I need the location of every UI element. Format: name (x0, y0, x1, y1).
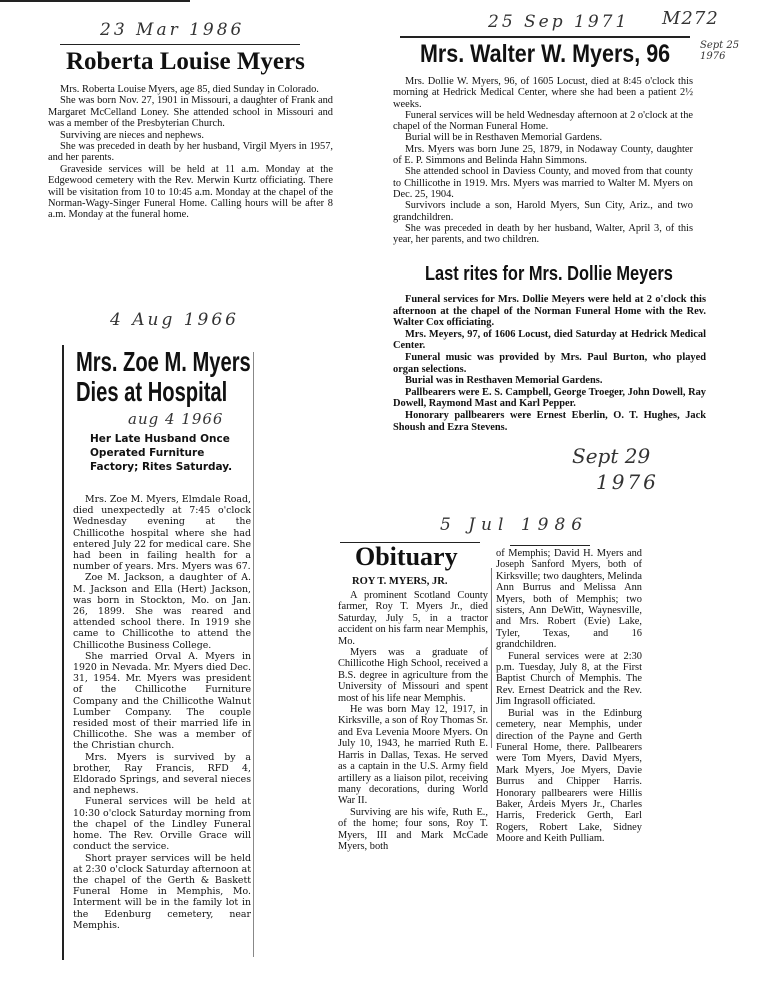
paragraph: Honorary pallbearers were Ernest Eberlin, O. T. Hughes, Jack Shoush and Ezra Stevens. (393, 409, 706, 433)
paragraph: Funeral music was provided by Mrs. Paul Burton, who played organ selections. (393, 351, 706, 375)
paragraph: Survivors include a son, Harold Myers, Sun City, Ariz., and two grandchildren. (393, 200, 693, 223)
handwritten-date: 5 Jul 1986 (440, 515, 589, 535)
paragraph: Pallbearers were E. S. Campbell, George Troeger, John Dowell, Ray Dowell, Raymond Mast and Karl Pepper. (393, 386, 706, 410)
last-rites-title: Last rites for Mrs. Dollie Meyers (425, 263, 673, 285)
column-rule (491, 568, 492, 748)
paragraph: Myers was a graduate of Chillicothe High School, received a B.S. degree in agriculture from the University of Missouri and spent most of his life near Memphis. (338, 647, 488, 704)
obituary-title: Obituary (355, 542, 458, 571)
title-line: Dies at Hospital (76, 376, 228, 407)
paragraph: Surviving are his wife, Ruth E., of the home; four sons, Roy T. Myers, III and Mark McCade Myers, both (338, 806, 488, 852)
margin-note: Sept 25 1976 (700, 40, 740, 62)
zoe-subhead: Her Late Husband Once Operated Furniture Factory; Rites Saturday. (90, 433, 233, 473)
handwritten-date: 23 Mar 1986 (100, 20, 245, 40)
margin-note: aug 4 1966 (128, 410, 224, 428)
paragraph: Surviving are nieces and nephews. (60, 129, 204, 141)
paragraph: She was preceded in death by her husband, Walter, April 3, of this year, her parents, and two children. (393, 222, 693, 246)
roy-name: ROY T. MYERS, JR. (352, 576, 448, 587)
roy-column-1 (338, 590, 488, 852)
paragraph: She was preceded in death by her husband, Virgil Myers in 1957, and her parents. (48, 141, 333, 164)
scan-edge (0, 0, 190, 2)
roberta-title: Roberta Louise Myers (66, 48, 305, 75)
paragraph: She was born Nov. 27, 1901 in Missouri, a daughter of Frank and Margaret McCelland Loney. She attended school in Missouri and was a member of the Presbyterian Church. (48, 95, 333, 130)
handwritten-date: 4 Aug 1966 (110, 310, 239, 330)
paragraph: Mrs. Roberta Louise Myers, age 85, died Sunday in Colorado. (60, 84, 319, 95)
walter-title: Mrs. Walter W. Myers, 96 (420, 40, 671, 68)
paragraph: Funeral services will be held Wednesday afternoon at 2 o'clock at the chapel of the Norman Funeral Home. (393, 109, 693, 133)
handwritten-date: 25 Sep 1971 (488, 12, 630, 32)
divider (60, 44, 300, 45)
divider (510, 545, 590, 546)
paragraph: of Memphis; David H. Myers and Joseph Sanford Myers, both of Kirksville; two daughters, Melinda Ann Burrus and Melissa Ann Myers, both of Memphis; two sisters, Ann DeWitt, Waynesville, and Mrs. Robert (Evie) Lake, Tyler, Texas, and 16 grandchildren. (496, 548, 642, 651)
paragraph: Funeral services were at 2:30 p.m. Tuesday, July 8, at the First Baptist Church of Memphis. The Rev. Ernest Deatrick and the Rev. Jim Ingrasoll officiated. (496, 650, 642, 708)
paragraph: Burial will be in Resthaven Memorial Gardens. (405, 132, 603, 144)
paragraph: Funeral services for Mrs. Dollie Meyers were held at 2 o'clock this afternoon at the chapel of the Norman Funeral Home with the Rev. Walter Cox officiating. (393, 294, 706, 329)
paragraph: Burial was in Resthaven Memorial Gardens. (405, 375, 603, 387)
title-line: Mrs. Zoe M. Myers (76, 346, 251, 377)
paragraph: She married Orval A. Myers in 1920 in Nevada. Mr. Myers died Dec. 31, 1954. Mr. Myers was president of the Chillicothe Furniture Company and the Chillicothe Walnut Lumber Company. The couple resided most of their married life in Chillicothe. She was a member of the Christian church. (73, 650, 251, 752)
paragraph: Mrs. Meyers, 97, of 1606 Locust, died Saturday at Hedrick Medical Center. (393, 328, 706, 352)
paragraph: Mrs. Myers is survived by a brother, Ray Francis, RFD 4, Eldorado Springs, and several nieces and nephews. (73, 751, 251, 797)
zoe-title (76, 347, 251, 407)
roberta-body (48, 84, 333, 221)
file-number: M272 (662, 8, 719, 29)
column-rule (62, 345, 64, 960)
zoe-body (73, 494, 251, 931)
handwritten-date: 1976 (596, 470, 659, 494)
roy-column-2 (496, 548, 642, 845)
paragraph: Mrs. Myers was born June 25, 1879, in Nodaway County, daughter of E. P. Simmons and Belinda Hahn Simmons. (393, 143, 693, 167)
handwritten-date: Sept 29 (572, 444, 651, 468)
paragraph: Mrs. Dollie W. Myers, 96, of 1605 Locust, died at 8:45 o'clock this morning at Hedrick Medical Center, where she had been a patient 2½ weeks. (393, 76, 693, 110)
paragraph: Burial was in the Edinburg cemetery, near Memphis, under direction of the Payne and Gerth Funeral Home, there. Pallbearers were Tom Myers, David Myers, Mark Myers, Joe Myers, Davie Burrus and Chipper Harris. Honorary pallbearers were Hillis Baker, Ardeis Myers Jr., Charles Harris, Frederick Gerth, Earl Rogers, Robert Lake, Sidney Moore and Keith Pulliam. (496, 707, 642, 845)
paragraph: Mrs. Zoe M. Myers, Elmdale Road, died unexpectedly at 7:45 o'clock Wednesday evening at the Chillicothe hospital where she had entered July 22 for medical care. She had been in failing health for a number of years. Mrs. Myers was 67. (73, 494, 251, 573)
column-rule (253, 352, 254, 957)
paragraph: Zoe M. Jackson, a daughter of A. M. Jackson and Ella (Hert) Jackson, was born in Stockton, Mo. on Jan. 26, 1899. She was reared and attended school there. In 1919 she came to Chillicothe to attend the Chillicothe Business College. (73, 572, 251, 651)
walter-body (393, 76, 693, 245)
paragraph: She attended school in Daviess County, and moved from that county to Chillicothe in 1919. Mrs. Myers was married to Walter M. Myers on Dec. 25, 1904. (393, 166, 693, 200)
last-rites-body (393, 294, 706, 433)
paragraph: A prominent Scotland County farmer, Roy T. Myers Jr., died Saturday, July 5, in a tractor accident on his farm near Memphis, Mo. (338, 590, 488, 647)
paragraph: Funeral services will be held at 10:30 o'clock Saturday morning from the chapel of the Lindley Funeral home. The Rev. Orville Grace will conduct the service. (73, 796, 251, 853)
paragraph: Graveside services will be held at 11 a.m. Monday at the Edgewood cemetery with the Rev. Merwin Kurtz officiating. There will be visitation from 10 to 10:45 a.m. Monday at the chapel of the Norman-Wagy-Singer Funeral Home. Calling hours will be after 8 a.m. Monday at the funeral home. (48, 163, 333, 221)
paragraph: He was born May 12, 1917, in Kirksville, a son of Roy Thomas Sr. and Eva Levenia Moore Myers. On July 10, 1943, he married Ruth E. Harris in Dallas, Texas. He served as a captain in the U.S. Army field artillery as a liaison pilot, receiving many decorations, during World War II. (338, 704, 488, 807)
divider (400, 36, 690, 38)
paragraph: Short prayer services will be held at 2:30 o'clock Saturday afternoon at the chapel of the Gerth & Baskett Funeral Home in Memphis, Mo. Interment will be in the family lot in the Edenburg cemetery, near Memphis. (73, 852, 251, 931)
